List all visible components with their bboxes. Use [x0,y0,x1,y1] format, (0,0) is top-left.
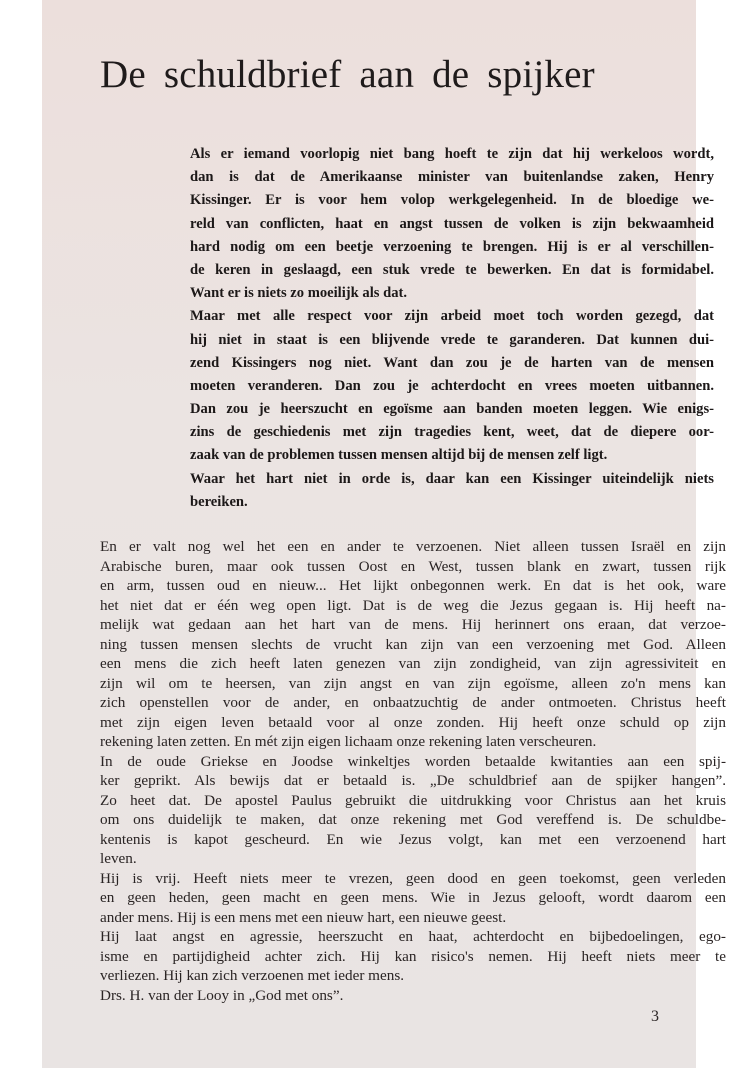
intro-paragraph [190,143,714,514]
text-line: Kissinger. Er is voor hem volop werkgelegenheid. In de bloedige we- [190,192,714,209]
text-line: reld van conflicten, haat en angst tussen de volken is zijn bekwaamheid [190,215,714,232]
text-line: leven. [100,850,137,867]
text-line: om ons duidelijk te maken, dat onze rekening met God vereffend is. De schuldbe- [100,811,726,828]
text-line: Als er iemand voorlopig niet bang hoeft te zijn dat hij werkeloos wordt, [190,146,714,162]
text-line: hij niet in staat is een blijvende vrede te garanderen. Dat kunnen dui- [190,331,714,348]
text-line: Hij laat angst en agressie, heerszucht en haat, achterdocht en bijbedoelingen, ego- [100,928,726,945]
text-line: In de oude Griekse en Joodse winkeltjes worden betaalde kwitanties aan een spij- [100,752,726,770]
text-line: kentenis is kapot gescheurd. En wie Jezus volgt, kan met een verzoenend hart [100,830,726,848]
text-line: melijk wat gedaan aan het hart van de mens. Hij herinnert ons eraan, dat verzoe- [100,616,726,633]
text-line: de keren in geslaagd, een stuk vrede te bewerken. En dat is formidabel. [190,261,714,278]
text-line: het niet dat er één weg open ligt. Dat is de weg die Jezus gegaan is. Hij heeft na- [100,596,726,614]
text-line: zaak van de problemen tussen mensen altijd bij de mensen zelf ligt. [190,447,608,464]
page-number: 3 [651,1008,659,1025]
text-line: zich openstellen voor de ander, en onbaatzuchtig de ander ontmoeten. Christus heeft [100,694,726,711]
text-line: Hij is vrij. Heeft niets meer te vrezen, geen dood en geen toekomst, geen verleden [100,869,726,887]
text-line: zijn wil om te heersen, van zijn angst en van zijn egoïsme, alleen zo'n mens kan [100,674,726,692]
text-line: verliezen. Hij kan zich verzoenen met ieder mens. [100,967,405,984]
text-line: Arabische buren, maar ook tussen Oost en West, tussen blank en zwart, tussen rijk [100,557,726,575]
text-line: Dan zou je heerszucht en egoïsme aan banden moeten leggen. Wie enigs- [190,401,714,418]
text-line: moeten veranderen. Dan zou je achterdocht en vrees moeten uitbannen. [190,377,714,394]
document-page [42,0,726,1068]
text-line: hard nodig om een beetje verzoening te brengen. Hij is er al verschillen- [190,238,714,255]
text-line: En er valt nog wel het een en ander te verzoenen. Niet alleen tussen Israël en zijn [100,538,726,555]
body-text [100,537,726,1005]
text-line: zend Kissingers nog niet. Want dan zou je de harten van de mensen [190,354,714,371]
text-line: ander mens. Hij is een mens met een nieuw hart, een nieuwe geest. [100,908,507,926]
text-line: isme en partijdigheid achter zich. Hij kan risico's nemen. Hij heeft niets meer te [100,947,726,965]
text-line: een mens die zich heeft laten genezen van zijn zondigheid, van zijn agressiviteit en [100,655,726,672]
text-line: ning tussen mensen slechts de vrucht kan zijn van een verzoening met God. Alleen [100,635,726,653]
text-line: Want er is niets zo moeilijk als dat. [190,285,408,302]
text-line: Waar het hart niet in orde is, daar kan een Kissinger uiteindelijk niets [190,470,714,487]
text-line: en geen heden, geen macht en geen mens. Wie in Jezus gelooft, wordt daarom een [100,889,726,906]
text-line: met zijn eigen leven betaald voor al onze zonden. Hij heeft onze schuld op zijn [100,713,726,731]
text-line: zins de geschiedenis met zijn tragedies kent, weet, dat de diepere oor- [190,424,714,441]
text-line: Maar met alle respect voor zijn arbeid moet toch worden gezegd, dat [190,308,714,325]
text-line: Zo heet dat. De apostel Paulus gebruikt die uitdrukking voor Christus aan het kruis [100,791,726,809]
text-line: Drs. H. van der Looy in „God met ons”. [100,986,344,1004]
text-line: ker geprikt. Als bewijs dat er betaald is. „De schuldbrief aan de spijker hangen”. [100,772,726,789]
text-line: rekening laten zetten. En mét zijn eigen lichaam onze rekening laten verscheuren. [100,733,597,750]
text-line: en arm, tussen oud en nieuw... Het lijkt onbegonnen werk. En dat is het ook, ware [100,577,726,594]
page-title: De schuldbrief aan de spijker [100,53,595,96]
text-line: bereiken. [190,493,248,510]
text-line: dan is dat de Amerikaanse minister van buitenlandse zaken, Henry [190,169,714,186]
